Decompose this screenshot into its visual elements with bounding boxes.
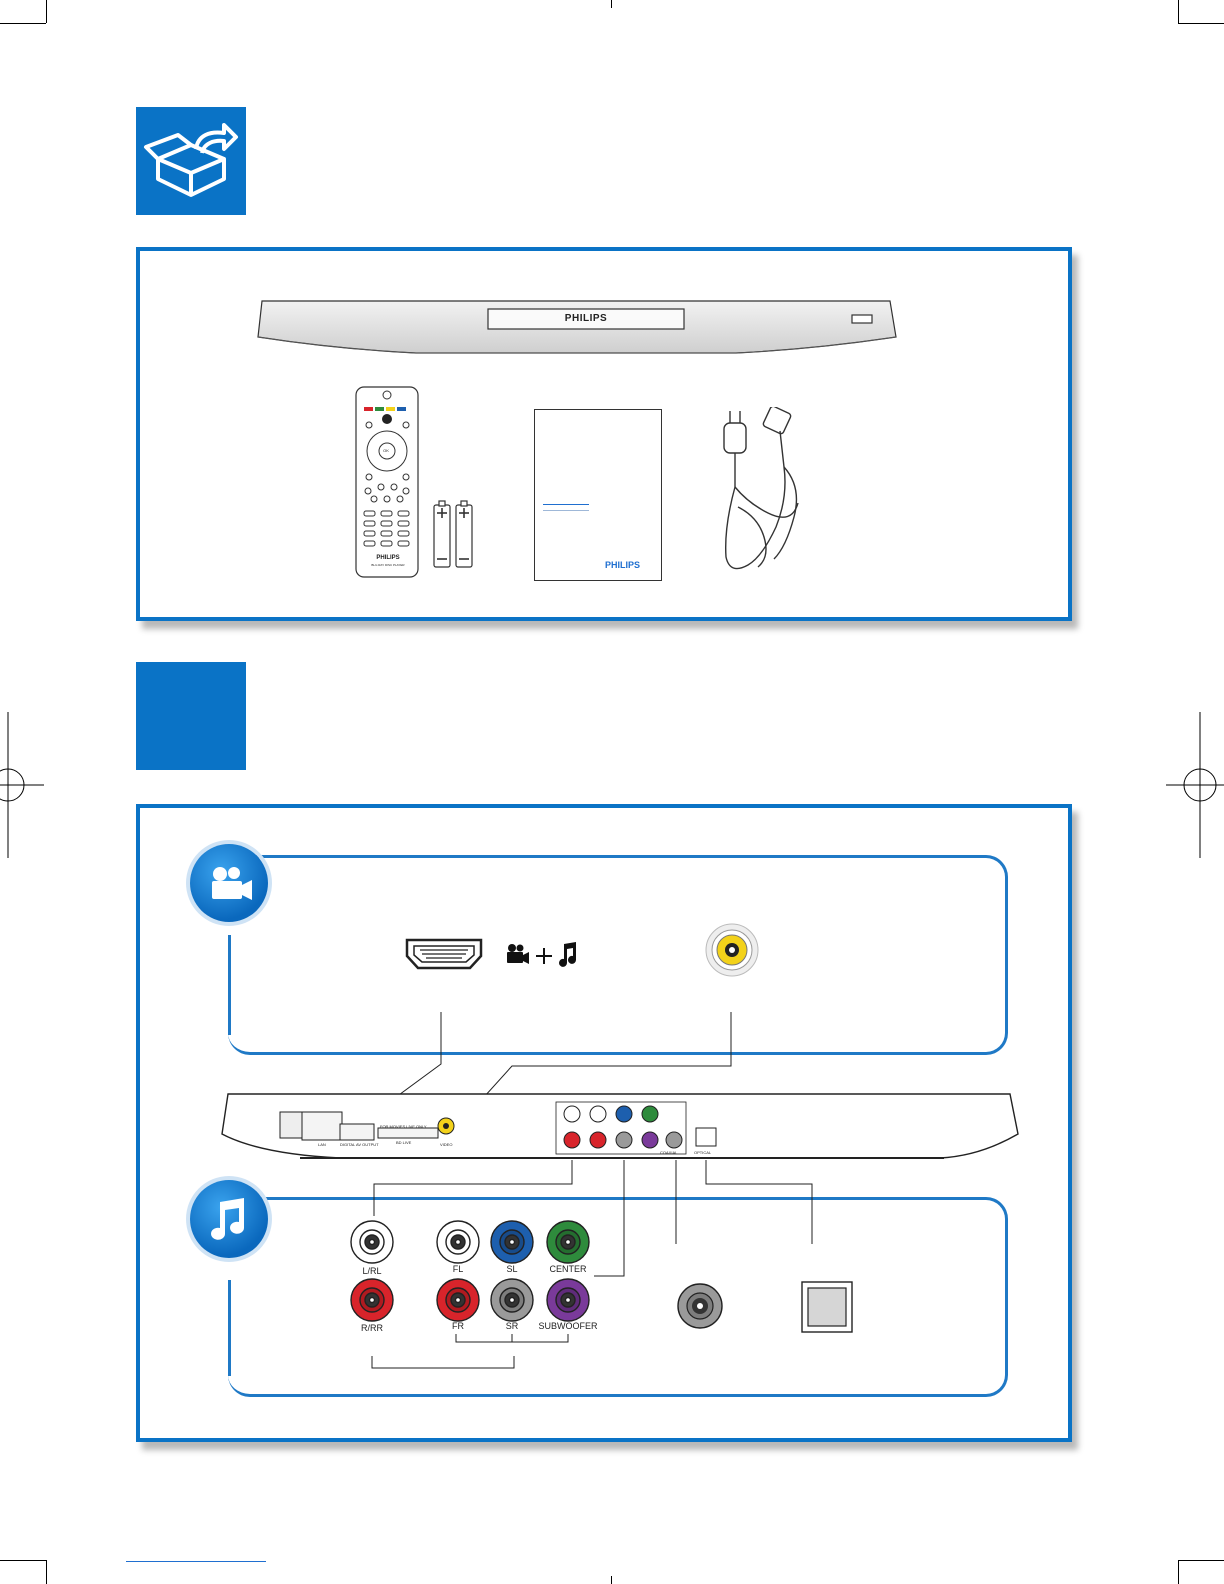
remote-model: BLU-RAY DISC PLAYER: [371, 563, 405, 567]
video-badge: [190, 844, 268, 922]
composite-video-jack-icon: [704, 922, 762, 980]
user-manual: [534, 409, 662, 581]
label-r-rr: R/RR: [361, 1323, 383, 1333]
player-back-panel: [220, 1090, 1020, 1162]
unpack-tile: [136, 107, 246, 215]
label-subwoofer: SUBWOOFER: [538, 1321, 598, 1331]
music-note-icon: [190, 1180, 268, 1258]
back-optical-label: OPTICAL: [694, 1150, 712, 1155]
remote-brand: PHILIPS: [376, 555, 400, 561]
power-cord: [718, 407, 818, 581]
manual-brand: PHILIPS: [605, 560, 641, 570]
video-subpanel-left-edge: [228, 935, 231, 1035]
coaxial-jack-icon: [676, 1282, 724, 1330]
player-front: [256, 297, 898, 361]
audio-subpanel-left-edge: [228, 1280, 231, 1376]
audio-badge: [190, 1180, 268, 1258]
registration-mark-right: [1166, 712, 1224, 862]
label-fr: FR: [452, 1321, 464, 1331]
batteries: [430, 499, 476, 569]
label-fl: FL: [452, 1264, 464, 1274]
label-l-rl: L/RL: [362, 1266, 382, 1276]
label-sr: SR: [505, 1321, 519, 1331]
label-sl: SL: [506, 1264, 518, 1274]
connect-tile: [136, 662, 246, 770]
label-center: CENTER: [549, 1264, 587, 1274]
back-coaxial-label: COAXIAL: [660, 1150, 678, 1155]
player-brand: PHILIPS: [564, 313, 608, 324]
unpack-box-icon: [136, 107, 246, 215]
back-slot-label: BD LIVE: [396, 1140, 412, 1145]
back-usb-note: FOR MOVIES LIVE ONLY: [380, 1124, 427, 1129]
video-camera-icon: [190, 844, 268, 922]
back-video-label: VIDEO: [440, 1142, 453, 1147]
box-contents-panel: [136, 247, 1072, 621]
remote-ok-label: OK: [383, 448, 389, 453]
registration-mark-left: [0, 712, 48, 862]
back-lan-label: LAN: [318, 1142, 326, 1147]
hdmi-port-icon: [404, 936, 484, 972]
back-hdmi-label: DIGITAL AV OUTPUT: [340, 1142, 379, 1147]
video-plus-audio-icon: [504, 940, 580, 970]
remote-control: [354, 385, 422, 581]
optical-port-icon: [800, 1280, 854, 1334]
